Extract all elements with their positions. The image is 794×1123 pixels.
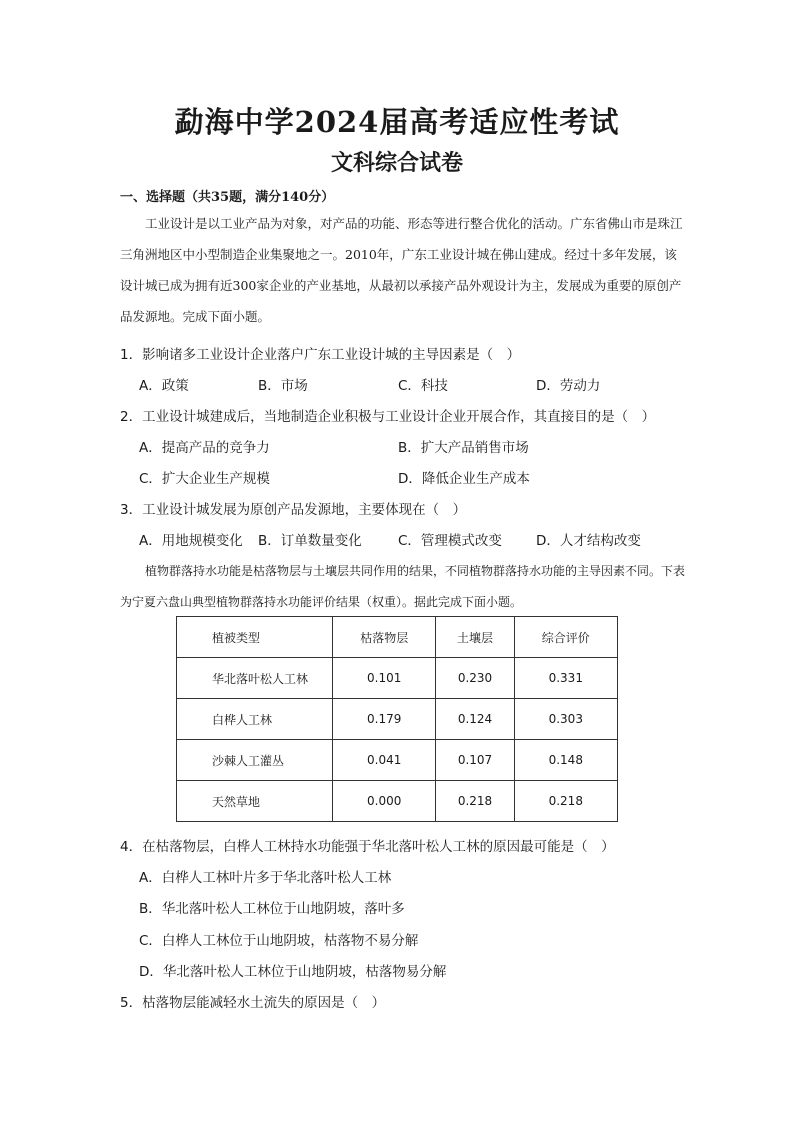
table-row: [177, 699, 618, 740]
question-1-stem: 1．影响诸多工业设计企业落户广东工业设计城的主导因素是（ ）: [120, 347, 521, 363]
table-cell: 0.101: [333, 658, 436, 699]
q3-option-d[interactable]: D．人才结构改变: [536, 533, 641, 549]
table-cell: 沙棘人工灌丛: [177, 740, 333, 781]
table-cell: 0.218: [514, 781, 617, 822]
q2-option-a[interactable]: A．提高产品的竞争力: [139, 440, 270, 456]
table-cell: 华北落叶松人工林: [177, 658, 333, 699]
table-header: 综合评价: [514, 617, 617, 658]
table-cell: 0.303: [514, 699, 617, 740]
table-cell: 0.000: [333, 781, 436, 822]
question-2-stem: 2．工业设计城建成后，当地制造企业积极与工业设计企业开展合作，其直接目的是（ ）: [120, 409, 656, 425]
q2-option-d[interactable]: D．降低企业生产成本: [398, 471, 530, 487]
q1-option-d[interactable]: D．劳动力: [536, 378, 601, 394]
exam-title: 勐海中学2024届高考适应性考试: [174, 105, 620, 139]
q4-option-b[interactable]: B．华北落叶松人工林位于山地阴坡，落叶多: [139, 901, 405, 917]
table-cell: 0.124: [436, 699, 514, 740]
table-row: [177, 781, 618, 822]
question-3-stem: 3．工业设计城发展为原创产品发源地，主要体现在（ ）: [120, 502, 467, 518]
table-cell: 天然草地: [177, 781, 333, 822]
q1-option-c[interactable]: C．科技: [398, 378, 448, 394]
question-5-stem: 5．枯落物层能减轻水土流失的原因是（ ）: [120, 995, 386, 1011]
passage-industrial-design: [120, 208, 685, 332]
section-heading: 一、选择题（共35题，满分140分）: [120, 190, 335, 205]
q3-option-a[interactable]: A．用地规模变化: [139, 533, 243, 549]
q2-option-b[interactable]: B．扩大产品销售市场: [398, 440, 529, 456]
table-cell: 0.179: [333, 699, 436, 740]
passage-text: 植物群落持水功能是枯落物层与土壤层共同作用的结果，不同植物群落持水功能的主导因素不同。下表为宁夏六盘山典型植物群落持水功能评价结果（权重）。据此完成下面小题。: [120, 564, 686, 609]
q3-option-c[interactable]: C．管理模式改变: [398, 533, 502, 549]
table-header: 植被类型: [177, 617, 333, 658]
q1-option-b[interactable]: B．市场: [258, 378, 308, 394]
table-cell: 0.218: [436, 781, 514, 822]
q2-option-c[interactable]: C．扩大企业生产规模: [139, 471, 270, 487]
q4-option-a[interactable]: A．白桦人工林叶片多于华北落叶松人工林: [139, 870, 392, 886]
table-row: [177, 658, 618, 699]
table-header-row: [177, 617, 618, 658]
q4-option-d[interactable]: D．华北落叶松人工林位于山地阴坡，枯落物易分解: [139, 964, 447, 980]
q1-option-a[interactable]: A．政策: [139, 378, 189, 394]
q3-option-b[interactable]: B．订单数量变化: [258, 533, 362, 549]
passage-text: 工业设计是以工业产品为对象，对产品的功能、形态等进行整合优化的活动。广东省佛山市是珠江三角洲地区中小型制造企业集聚地之一。2010年，广东工业设计城在佛山建成。经过十多年发展，该设计城已成为拥有近300家企业的产业基地，从最初以承接产品外观设计为主，发展成为重要的原创产品发源地。完成下面小题。: [120, 216, 683, 324]
table-cell: 0.041: [333, 740, 436, 781]
table-cell: 0.148: [514, 740, 617, 781]
table-header: 土壤层: [436, 617, 514, 658]
table-header: 枯落物层: [333, 617, 436, 658]
passage-plant-community: [120, 556, 685, 618]
table-cell: 0.230: [436, 658, 514, 699]
table-cell: 0.107: [436, 740, 514, 781]
table-row: [177, 740, 618, 781]
water-retention-table: [176, 616, 618, 822]
table-cell: 白桦人工林: [177, 699, 333, 740]
exam-subtitle: 文科综合试卷: [330, 150, 463, 176]
q4-option-c[interactable]: C．白桦人工林位于山地阴坡，枯落物不易分解: [139, 933, 419, 949]
table-cell: 0.331: [514, 658, 617, 699]
question-4-stem: 4．在枯落物层，白桦人工林持水功能强于华北落叶松人工林的原因最可能是（ ）: [120, 839, 615, 855]
